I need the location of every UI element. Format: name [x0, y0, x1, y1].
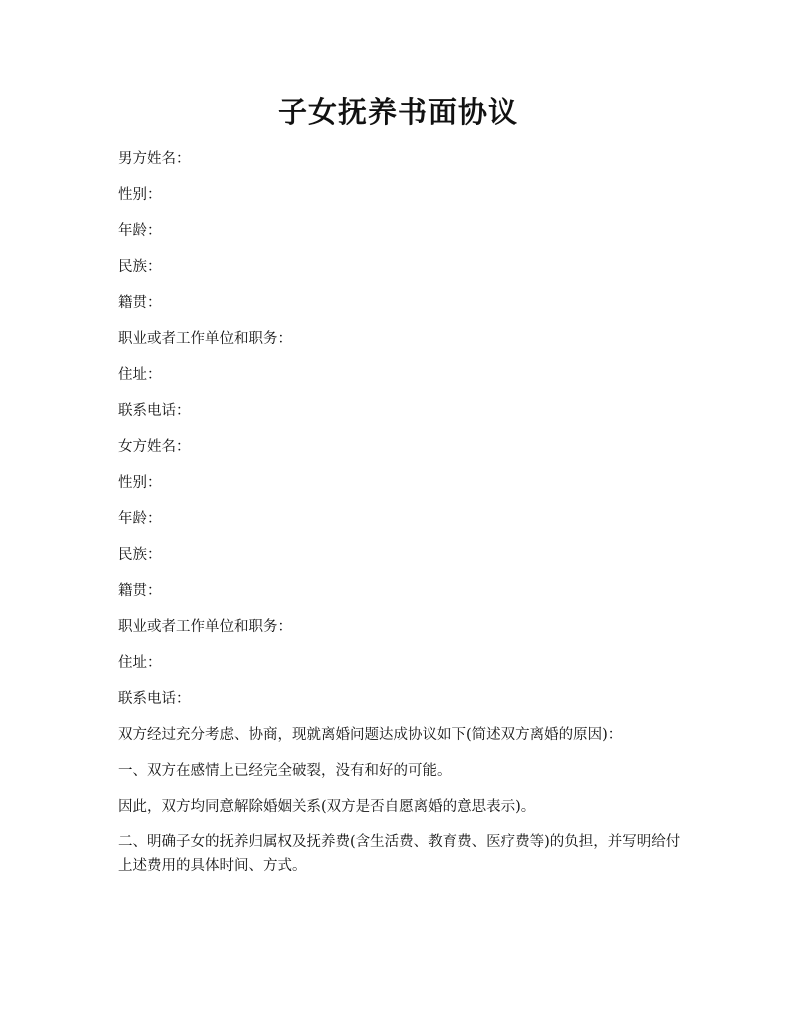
male-gender-label: 性别： [118, 187, 162, 203]
male-phone-label: 联系电话： [118, 403, 191, 419]
female-native-place-label: 籍贯： [118, 583, 162, 599]
female-ethnicity-label: 民族： [118, 547, 162, 563]
female-address-label: 住址： [118, 655, 162, 671]
document-title: 子女抚养书面协议 [277, 95, 518, 129]
male-age-label: 年龄： [118, 223, 162, 239]
clause-one-paragraph: 一、双方在感情上已经完全破裂，没有和好的可能。 [118, 763, 452, 779]
document-body [118, 148, 688, 890]
consequence-paragraph: 因此，双方均同意解除婚姻关系(双方是否自愿离婚的意思表示)。 [118, 799, 536, 815]
female-name-label: 女方姓名： [118, 439, 191, 455]
female-occupation-label: 职业或者工作单位和职务： [118, 619, 292, 635]
female-age-label: 年龄： [118, 511, 162, 527]
male-address-label: 住址： [118, 367, 162, 383]
intro-paragraph: 双方经过充分考虑、协商，现就离婚问题达成协议如下(简述双方离婚的原因)： [118, 727, 623, 743]
male-native-place-label: 籍贯： [118, 295, 162, 311]
clause-two-paragraph: 二、明确子女的抚养归属权及抚养费(含生活费、教育费、医疗费等)的负担，并写明给付上述费用的具体时间、方式。 [118, 834, 681, 874]
male-name-label: 男方姓名： [118, 151, 191, 167]
female-phone-label: 联系电话： [118, 691, 191, 707]
male-ethnicity-label: 民族： [118, 259, 162, 275]
male-occupation-label: 职业或者工作单位和职务： [118, 331, 292, 347]
female-gender-label: 性别： [118, 475, 162, 491]
